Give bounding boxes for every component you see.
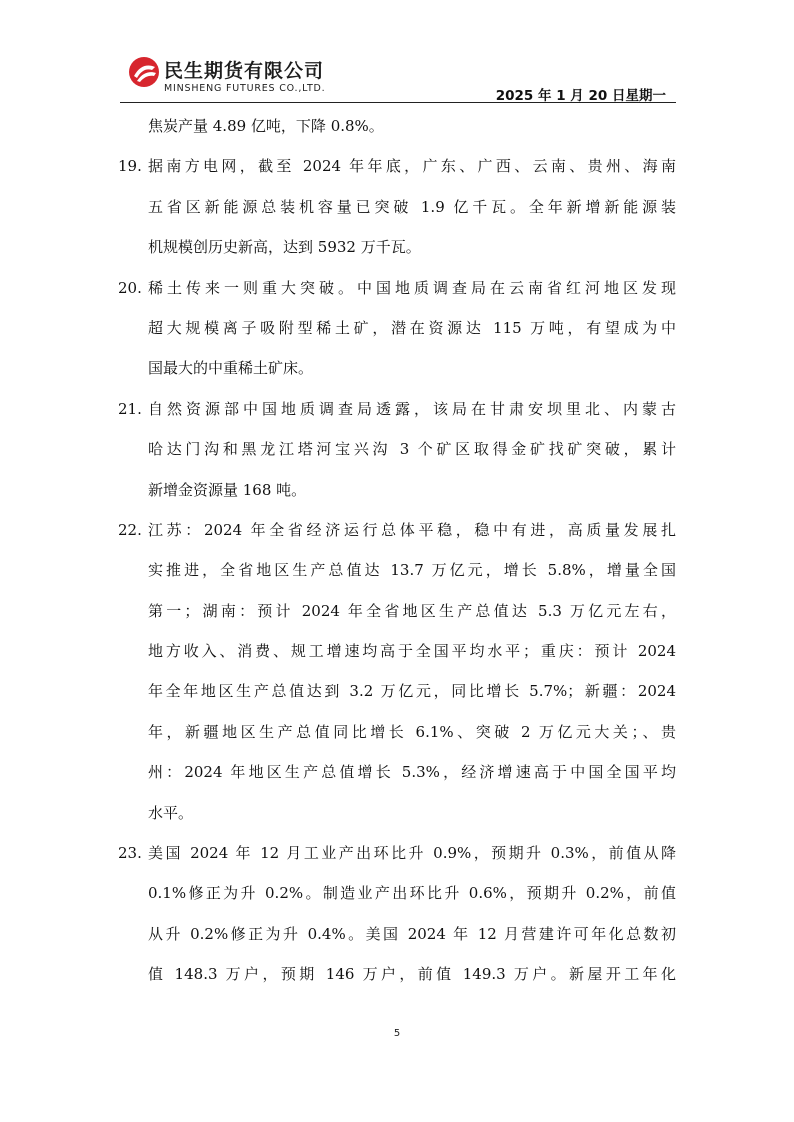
text-line: 州：2024 年地区生产总值增长 5.3%，经济增速高于中国全国平均 (148, 763, 676, 782)
text-line: 第一；湖南：预计 2024 年全省地区生产总值达 5.3 万亿元左右， (148, 601, 676, 620)
text-line: 江苏：2024 年全省经济运行总体平稳，稳中有进，高质量发展扎 (148, 520, 676, 539)
text-line: 自然资源部中国地质调查局透露，该局在甘肃安坝里北、内蒙古 (148, 399, 676, 418)
text-line: 超大规模离子吸附型稀土矿，潜在资源达 115 万吨，有望成为中 (148, 318, 676, 337)
report-date: 2025 年 1 月 20 日星期一 (495, 88, 666, 104)
text-line: 年全年地区生产总值达到 3.2 万亿元，同比增长 5.7%；新疆：2024 (148, 682, 676, 701)
document-body (118, 106, 676, 995)
text-line: 从升 0.2%修正为升 0.4%。美国 2024 年 12 月营建许可年化总数初 (148, 924, 676, 943)
item-number: 20. (118, 278, 142, 297)
text-line: 地方收入、消费、规工增速均高于全国平均水平；重庆：预计 2024 (148, 642, 676, 661)
list-item-22 (118, 510, 676, 833)
text-line: 美国 2024 年 12 月工业产出环比升 0.9%，预期升 0.3%，前值从降 (148, 844, 676, 863)
paragraph-18-continued (118, 106, 676, 146)
text-line: 值 148.3 万户，预期 146 万户，前值 149.3 万户。新屋开工年化 (148, 965, 676, 984)
text-line: 实推进，全省地区生产总值达 13.7 万亿元，增长 5.8%，增量全国 (148, 561, 676, 580)
header-divider (120, 102, 676, 103)
text-line: 年，新疆地区生产总值同比增长 6.1%、突破 2 万亿元大关；、贵 (148, 722, 676, 741)
text-line: 水平。 (148, 803, 194, 822)
page-header (120, 52, 676, 104)
company-name-cn: 民生期货有限公司 (164, 60, 325, 82)
page-number: 5 (393, 1028, 401, 1039)
text-line: 国最大的中重稀土矿床。 (148, 359, 314, 378)
company-name-en: MINSHENG FUTURES CO.,LTD. (164, 83, 326, 94)
text-line: 焦炭产量 4.89 亿吨，下降 0.8%。 (148, 117, 384, 135)
minsheng-logo-icon (128, 56, 160, 88)
list-item-20 (118, 268, 676, 389)
item-number: 22. (118, 520, 142, 539)
list-item-23 (118, 833, 676, 995)
text-line: 新增金资源量 168 吨。 (148, 480, 307, 499)
item-number: 23. (118, 844, 142, 863)
list-item-21 (118, 389, 676, 510)
text-line: 五省区新能源总装机容量已突破 1.9 亿千瓦。全年新增新能源装 (148, 197, 676, 216)
list-item-19 (118, 146, 676, 267)
text-line: 机规模创历史新高，达到 5932 万千瓦。 (148, 238, 421, 257)
item-number: 19. (118, 157, 142, 176)
text-line: 稀土传来一则重大突破。中国地质调查局在云南省红河地区发现 (148, 278, 676, 297)
text-line: 哈达门沟和黑龙江塔河宝兴沟 3 个矿区取得金矿找矿突破，累计 (148, 440, 676, 459)
text-line: 0.1%修正为升 0.2%。制造业产出环比升 0.6%，预期升 0.2%，前值 (148, 884, 676, 903)
text-line: 据南方电网，截至 2024 年年底，广东、广西、云南、贵州、海南 (148, 157, 676, 176)
item-number: 21. (118, 399, 142, 418)
